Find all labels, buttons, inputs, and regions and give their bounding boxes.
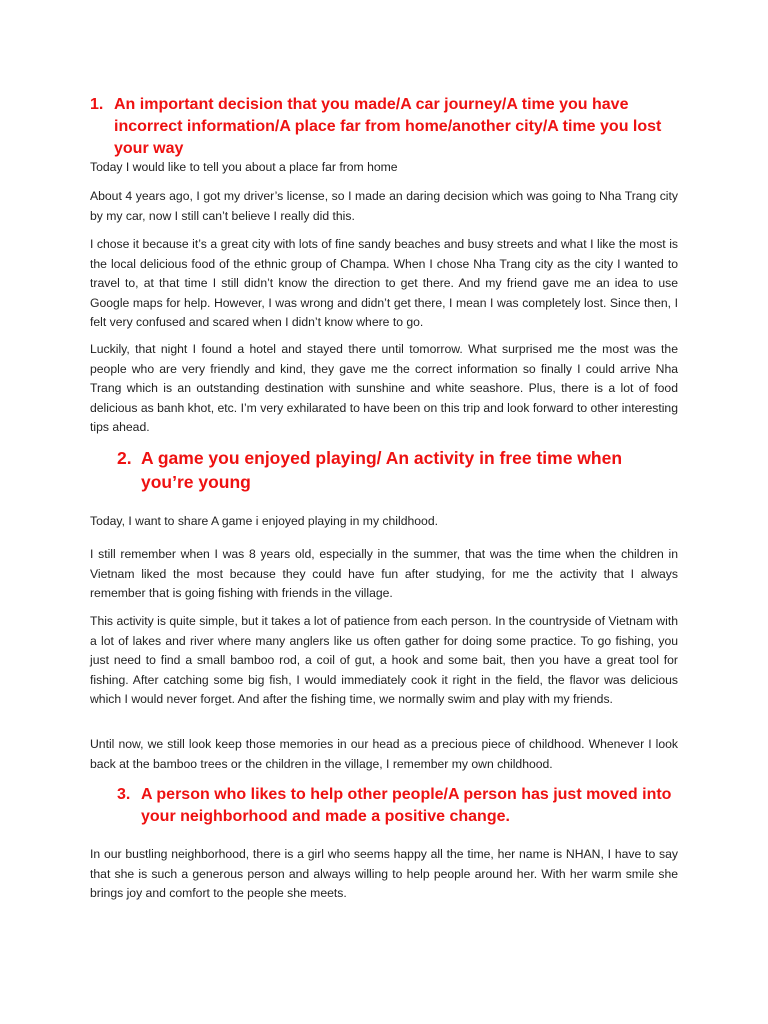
section-number: 2.	[117, 448, 132, 468]
section-heading	[90, 94, 690, 160]
section-number: 1.	[90, 96, 104, 113]
section-title: A game you enjoyed playing/ An activity in free time when you’re young	[141, 448, 623, 492]
section-title: A person who likes to help other people/A person has just moved into your neighborhood and made a positive change.	[141, 786, 672, 825]
paragraph: I still remember when I was 8 years old, especially in the summer, that was the time when the children in Vietnam liked the most because they could have fun after studying, for me the activity that I always remember that is going fishing with friends in the village.	[90, 547, 678, 600]
paragraph: Today, I want to share A game i enjoyed playing in my childhood.	[90, 514, 439, 528]
paragraph: I chose it because it’s a great city with lots of fine sandy beaches and busy streets and what I like the most is the local delicious food of the ethnic group of Champa. When I chose Nha Trang city as the city I wanted to travel to, at that time I still didn’t know the direction to get there. And my friend gave me an idea to use Google maps for help. However, I was wrong and didn’t get there, I mean I was completely lost. Since then, I felt very confused and scared when I didn’t know where to go.	[90, 237, 678, 329]
section-number: 3.	[117, 786, 131, 803]
paragraph: This activity is quite simple, but it takes a lot of patience from each person. In the countryside of Vietnam with a lot of lakes and river where many anglers like us often gather for doing some practice. To go fishing, you just need to find a small bamboo rod, a coil of gut, a hook and some bait, then you have a great tool for fishing. After catching some big fish, I would immediately cook it right in the field, the flavor was delicious which I would never forget. And after the fishing time, we normally swim and play with my friends.	[90, 614, 678, 706]
paragraph: In our bustling neighborhood, there is a girl who seems happy all the time, her name is NHAN, I have to say that she is such a generous person and always willing to help people around her. With her warm smile she brings joy and comfort to the people she meets.	[90, 847, 678, 900]
paragraph: Today I would like to tell you about a place far from home	[90, 160, 398, 174]
section-heading	[117, 784, 677, 828]
section-title: An important decision that you made/A car journey/A time you have incorrect information/A place far from home/another city/A time you lost your way	[114, 96, 662, 157]
paragraph: Until now, we still look keep those memories in our head as a precious piece of childhood. Whenever I look back at the bamboo trees or the children in the village, I remember my own childhood.	[90, 737, 678, 771]
paragraph: About 4 years ago, I got my driver’s license, so I made an daring decision which was going to Nha Trang city by my car, now I still can’t believe I really did this.	[90, 189, 678, 223]
section-heading	[117, 446, 677, 494]
paragraph: Luckily, that night I found a hotel and stayed there until tomorrow. What surprised me the most was the people who are very friendly and kind, they gave me the correct information so finally I could arrive Nha Trang which is an outstanding destination with sunshine and white seashore. Plus, there is a lot of food delicious as banh khot, etc. I’m very exhilarated to have been on this trip and look forward to other interesting tips ahead.	[90, 342, 678, 434]
